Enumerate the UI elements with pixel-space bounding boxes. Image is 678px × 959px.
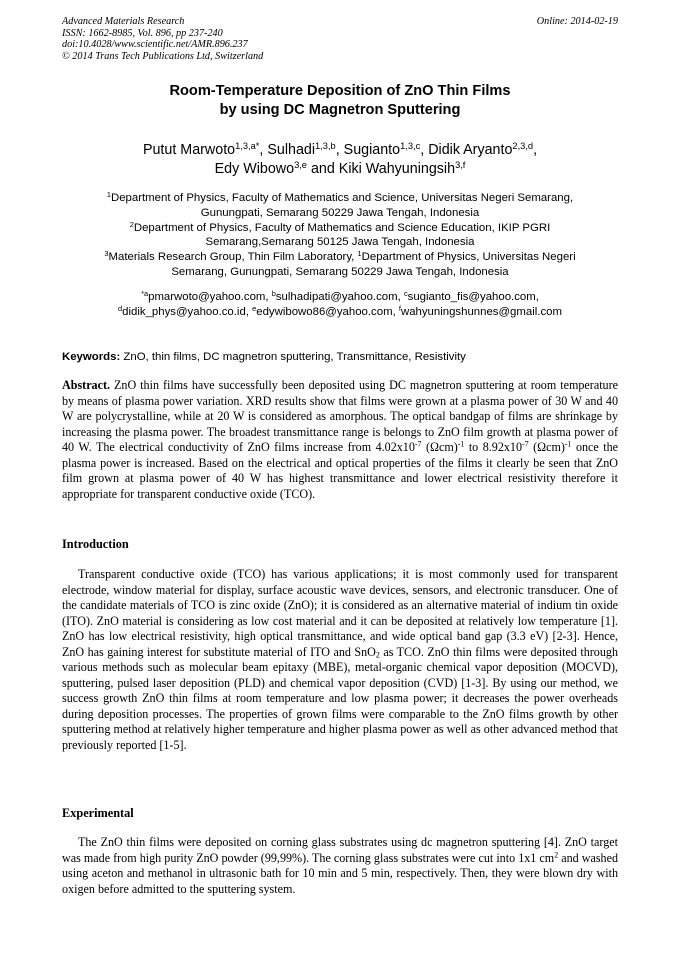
- online-date: Online: 2014-02-19: [536, 16, 618, 27]
- author-superscript: 1,3,a*: [235, 140, 260, 151]
- affiliation-superscript: 3: [104, 249, 109, 259]
- paragraph-text: and washed using aceton and methanol in ultrasonic bath for 10 min and 5 min, respectively. Then, they were blown dry with oxigen before admitted to the sputtering system.: [62, 850, 619, 896]
- abstract-text: to 8.92x10: [464, 440, 523, 454]
- author-line-1: [62, 141, 618, 160]
- email-address: sulhadipati@yahoo.com,: [275, 291, 404, 303]
- email-superscript: d: [118, 303, 123, 313]
- email-superscript: e: [252, 303, 257, 313]
- introduction-paragraph: [62, 567, 618, 753]
- author-name: Didik Aryanto: [428, 142, 513, 158]
- journal-name: Advanced Materials Research: [62, 16, 185, 27]
- author-superscript: 3,e: [294, 159, 307, 170]
- unit: (Ωcm): [528, 440, 565, 454]
- paper-title: [62, 82, 618, 120]
- email-superscript: f: [398, 303, 401, 313]
- abstract-text: ZnO thin films have successfully been deposited using DC magnetron sputtering at room temperature by means of plasma power variation. XRD results show that films were grown at a plasma power of 30 W and 40 W are polycrystalline, while at 20 W is considered as amorphous. The optical bandgap of films are shrinkage by increasing the plasma power. The broadest transmittance range is belongs to ZnO film growth at plasma power of 40 W. The electrical conductivity of ZnO films increase from 4.02x10: [62, 378, 618, 454]
- email-superscript: *a: [141, 288, 149, 298]
- email-line-1: [62, 290, 618, 305]
- author-name: Kiki Wahyuningsih: [338, 161, 456, 177]
- affiliation-3: [62, 250, 618, 265]
- exponent: -7: [414, 439, 422, 449]
- subscript: 2: [375, 650, 380, 660]
- author-separator: ,: [259, 142, 268, 158]
- affiliation-superscript: 1: [106, 189, 111, 199]
- email-address: didik_phys@yahoo.co.id,: [122, 305, 253, 318]
- paragraph-text: as TCO. ZnO thin films were deposited through various methods such as molecular beam epitaxy (MBE), metal-organic chemical vapor deposition (MOCVD), sputtering, pulsed laser deposition (PLD) and chemical vapor deposition (CVD) [1-3]. By using our method, we success growth ZnO thin films at room temperature and low plasma power; it decreases the power overheads during deposition processes. The properties of grown films were comparable to the ZnO films growth by other sputtering method at relatively higher temperature and higher plasma power as well as other advanced method that previously reported [1-5].: [62, 644, 618, 752]
- email-superscript: b: [271, 288, 276, 298]
- email-list: [62, 290, 618, 320]
- email-line-2: [62, 305, 618, 320]
- keywords-text: ZnO, thin films, DC magnetron sputtering, Transmittance, Resistivity: [120, 351, 466, 363]
- journal-doi: doi:10.4028/www.scientific.net/AMR.896.237: [62, 39, 248, 51]
- abstract-text: once the plasma power is increased. Based on the electrical and optical properties of the films it clearly be seen that ZnO film grown at plasma power of 40 W has highest transmittance and lower electrical resistivity therefore it appropriate for transparent conductive oxide (TCO).: [62, 440, 619, 501]
- exponent: -1: [564, 439, 572, 449]
- keywords: [62, 350, 618, 364]
- author-separator: ,: [420, 142, 429, 158]
- affiliation-text: Department of Physics, Faculty of Mathematics and Science, Universitas Negeri Semarang,: [110, 192, 574, 204]
- experimental-paragraph: [62, 835, 618, 897]
- affiliation-text: Department of Physics, Universitas Negeri: [361, 251, 576, 264]
- author-name: Sulhadi: [267, 142, 316, 158]
- author-separator: and: [306, 161, 339, 177]
- email-superscript: c: [403, 288, 408, 298]
- affiliation-superscript: 1: [357, 249, 362, 259]
- exponent: -7: [522, 439, 529, 449]
- affiliation-3-cont: Semarang, Gunungpati, Semarang 50229 Jawa Tengah, Indonesia: [171, 265, 509, 278]
- affiliation-1-cont: Gunungpati, Semarang 50229 Jawa Tengah, Indonesia: [200, 206, 480, 219]
- author-name: Edy Wibowo: [214, 161, 295, 177]
- title-line-2: by using DC Magnetron Sputtering: [219, 102, 461, 118]
- author-name: Putut Marwoto: [142, 142, 236, 158]
- title-line-1: Room-Temperature Deposition of ZnO Thin Films: [169, 83, 511, 99]
- paragraph-text: Transparent conductive oxide (TCO) has various applications; it is most commonly used for transparent electrode, window material for display, surface acoustic wave devices, sensors, and electronic transducer. One of the candidate materials of TCO is zinc oxide (ZnO); it is considered as an alternative material of indium tin oxide (ITO). ZnO material is considering as low cost material and it can be deposited at relatively low temperature [1]. ZnO has low electrical resistivity, high optical transmittance, and wide optical band gap (3.3 eV) [2-3]. Hence, ZnO has gaining interest for substitute material of ITO and SnO: [62, 567, 618, 659]
- affiliation-2: [62, 221, 618, 236]
- affiliation-1: [62, 191, 618, 206]
- paragraph-text: The ZnO thin films were deposited on corning glass substrates using dc magnetron sputtering [4]. ZnO target was made from high purity ZnO powder (99,99%). The corning glass substrates were cut into 1x1 cm: [62, 835, 618, 865]
- journal-issn: ISSN: 1662-8985, Vol. 896, pp 237-240: [62, 27, 223, 39]
- affiliation-text: Materials Research Group, Thin Film Laboratory,: [108, 251, 358, 264]
- affiliation-text: Department of Physics, Faculty of Mathematics and Science Education, IKIP PGRI: [133, 221, 551, 234]
- author-list: [62, 141, 618, 179]
- affiliation-2-cont: Semarang,Semarang 50125 Jawa Tengah, Indonesia: [205, 236, 475, 249]
- email-address: pmarwoto@yahoo.com,: [148, 291, 272, 303]
- author-superscript: 3,f: [455, 159, 466, 170]
- author-name: Sugianto: [343, 142, 401, 158]
- author-superscript: 1,3,b: [315, 140, 336, 151]
- email-address: wahyuningshunnes@gmail.com: [400, 305, 562, 318]
- author-line-2: [62, 160, 618, 179]
- affiliation-list: [62, 191, 618, 280]
- journal-header: [62, 16, 618, 62]
- exponent: -1: [457, 439, 465, 449]
- experimental-heading: Experimental: [62, 806, 134, 820]
- author-separator: ,: [533, 142, 538, 158]
- author-superscript: 1,3,c: [400, 140, 421, 151]
- keywords-label: Keywords:: [62, 351, 121, 363]
- email-address: edywibowo86@yahoo.com,: [256, 305, 399, 318]
- journal-copyright: © 2014 Trans Tech Publications Ltd, Switzerland: [62, 50, 264, 62]
- affiliation-superscript: 2: [129, 219, 134, 229]
- email-address: sugianto_fis@yahoo.com,: [407, 291, 539, 303]
- unit: (Ωcm): [421, 440, 458, 454]
- author-superscript: 2,3,d: [512, 140, 534, 151]
- author-separator: ,: [335, 142, 344, 158]
- introduction-heading: Introduction: [62, 537, 129, 551]
- superscript: 2: [554, 850, 559, 860]
- abstract-label: Abstract.: [62, 378, 111, 392]
- abstract: [62, 378, 618, 502]
